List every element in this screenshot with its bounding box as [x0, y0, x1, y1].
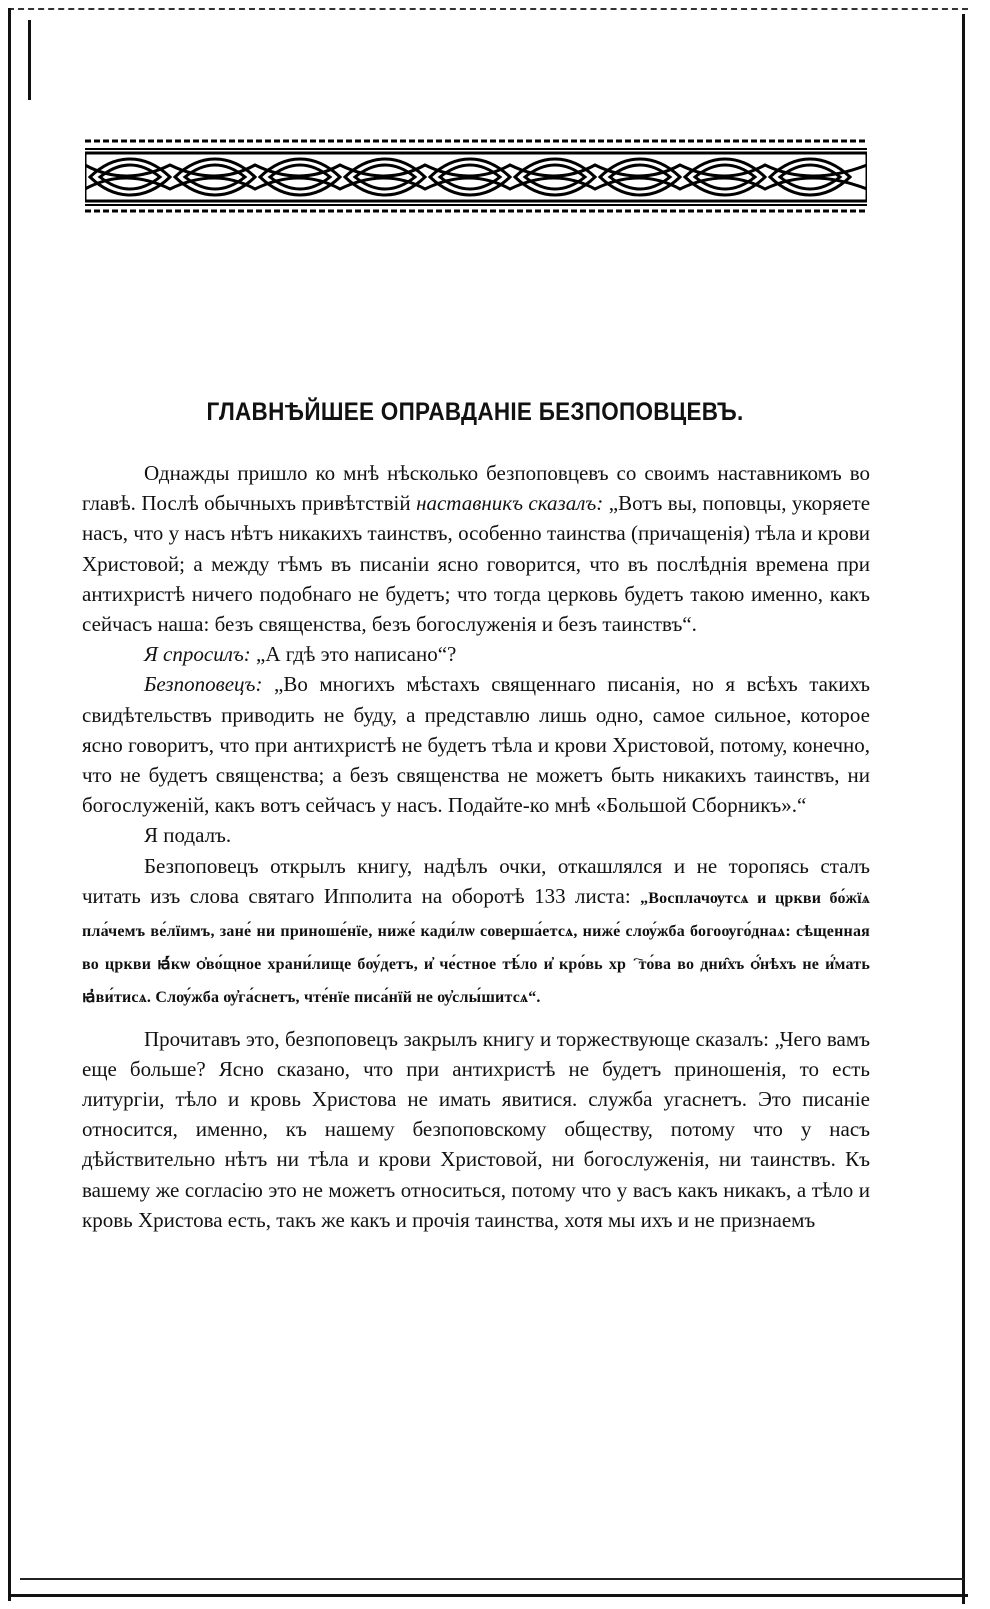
- text-body: [82, 458, 870, 1235]
- paragraph-text: Прочитавъ это, безпоповецъ закрылъ книгу и торжествующе сказалъ: „Чего вамъ еще больше? Ясно сказано, что при антихристѣ не будетъ приношенія, то есть литургіи, тѣло и кровь Христова не имать явитися. служба угаснетъ. Это писаніе относится, именно, къ нашему безпоповскому обществу, потому что у насъ дѣйствительно нѣтъ ни тѣла и крови Христовой, ни богослуженія, ни таинствъ. Къ вашему же согласію это не можетъ относиться, потому что у васъ какъ никакъ, а тѣло и кровь Христова есть, такъ же какъ и прочія таинства, хотя мы ихъ и не признаемъ: [82, 1026, 870, 1232]
- decorative-headpiece: [85, 135, 867, 215]
- scan-border-bottom-inner: [20, 1578, 964, 1580]
- paragraph: [82, 639, 870, 669]
- paragraph: [82, 669, 870, 820]
- paragraph-text: „Во многихъ мѣстахъ священнаго писанія, но я всѣхъ такихъ свидѣтельствъ приводить не буду, а представлю лишь одно, самое сильное, которое ясно говоритъ, что при антихристѣ не будетъ тѣла и крови Христовой, потому, конечно, что не будетъ священства; а безъ священства не можетъ быть никакихъ таинствъ, ни богослуженій, какъ вотъ сейчасъ у насъ. Подайте-ко мнѣ «Большой Сборникъ».“: [82, 672, 871, 818]
- scan-border-bottom: [8, 1594, 968, 1597]
- speaker-label: Безпоповецъ:: [144, 672, 263, 697]
- church-slavonic-quote: „Восплачѹтсѧ и цркви бо́жїѧ пла́чемъ ве́лїимъ, зане́ ни приноше́нїе, ниже́ кади́лѡ соверша́етсѧ, ниже́ слѹ́жба богоѹго́днаѧ: сѣщенная во цркви ꙗ҆́кѡ ѻ҆во́щное храни́лище бѹ́детъ, и҆ че́стное тѣ́ло и҆ кро́вь хрⷭ҇то́ва во дни̑хъ ѻ҆́нѣхъ не и҆́мать ꙗ҆ви́тисѧ. Слѹ́жба ѹ҆га́снетъ, чте́нїе писа́нїй не ѹ҆слы́шитсѧ“.: [82, 889, 870, 1007]
- speaker-label: наставникъ сказалъ:: [416, 491, 604, 516]
- scan-border-right: [962, 14, 965, 1604]
- paragraph: [82, 458, 870, 639]
- paragraph-text: „А гдѣ это написано“?: [256, 642, 457, 667]
- paragraph-text: Безпоповецъ открылъ книгу, надѣлъ очки, откашлялся и не торопясь сталъ читать изъ слова святаго Ипполита на оборотѣ 133 листа:: [82, 853, 870, 908]
- scan-border-left: [8, 8, 11, 1601]
- paragraph: [82, 820, 870, 850]
- scan-border-left-inner: [28, 20, 31, 100]
- page-title: ГЛАВНѢЙШЕЕ ОПРАВДАНІЕ БЕЗПОПОВЦЕВЪ.: [206, 398, 744, 426]
- paragraph-text: Я подалъ.: [144, 823, 232, 848]
- scan-border-top: [8, 8, 968, 10]
- paragraph: [82, 851, 870, 1014]
- paragraph-text: Однажды пришло ко мнѣ нѣсколько безпоповцевъ со своимъ наставникомъ во главѣ. Послѣ обычныхъ привѣтствій: [82, 461, 870, 516]
- speaker-label: Я спросилъ:: [144, 642, 251, 667]
- paragraph: [82, 1024, 870, 1235]
- quote-text: „Вотъ вы, поповцы, укоряете насъ, что у насъ нѣтъ никакихъ таинствъ, особенно таинства (причащенія) тѣла и крови Христовой; а между тѣмъ въ писаніи ясно говорится, что въ послѣднія времена при антихристѣ ничего подобнаго не будетъ; что тогда церковь будетъ такою именно, какъ сейчасъ наша: безъ священства, безъ богослуженія и безъ таинствъ“.: [82, 491, 871, 637]
